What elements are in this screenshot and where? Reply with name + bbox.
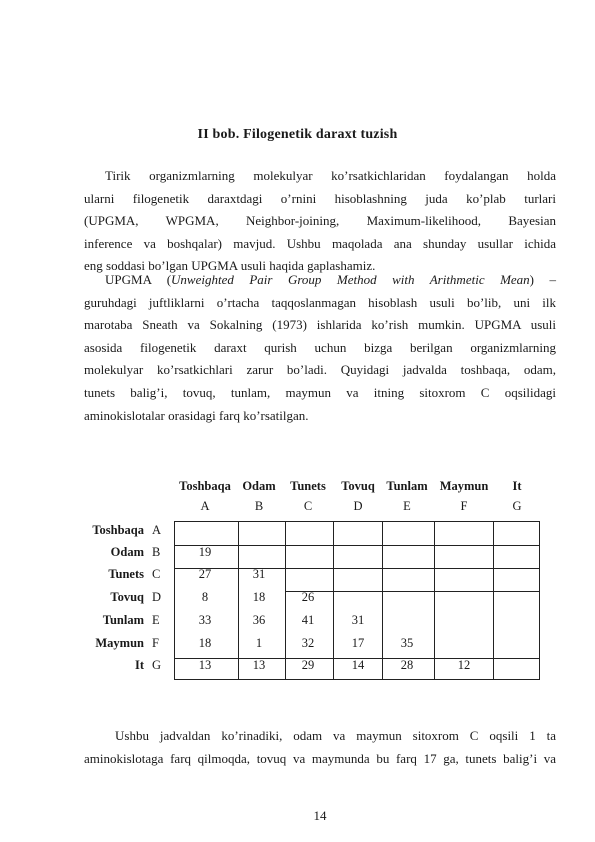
row-header-letter: A [152,523,162,537]
table-cell: 12 [457,658,471,672]
paragraph-2-line: guruhdagi juftliklarni o’rtacha taqqoslanmagan hisoblash usuli bo’lib, uni ilk [84,294,556,310]
column-header-name: Maymun [439,479,489,493]
column-header-letter: F [460,499,468,513]
row-header-letter: F [152,636,159,650]
row-header-name: Tunlam [102,613,144,627]
paragraph-1-line: eng soddasi bo’lgan UPGMA usuli haqida gaplashamiz. [84,258,376,274]
table-cell: 18 [198,636,212,650]
table-cell: 28 [400,658,414,672]
table-cell: 33 [198,613,212,627]
paragraph-2-line: aminokislotalar orasidagi farq ko’rsatilgan. [84,407,309,423]
paragraph-1-line: Tirik organizmlarning molekulyar ko’rsatkichlaridan foydalangan holda [105,168,556,183]
paragraph-2-start: UPGMA ( [105,272,172,287]
row-header-name: Maymun [95,636,144,650]
paragraph-1 [84,165,556,278]
table-cell: 36 [252,613,266,627]
paragraph-2 [84,269,556,427]
paragraph-3 [84,725,556,770]
column-header-name: Tunets [290,479,326,493]
page-number: 14 [313,808,327,823]
table-cell: 17 [351,636,365,650]
table-cell: 13 [252,658,266,672]
column-header-name: Tunlam [386,479,428,493]
row-header-name: Odam [110,545,144,559]
table-cell: 14 [351,658,365,672]
table-cell: 41 [301,613,315,627]
paragraph-1-line: (UPGMA, WPGMA, Neighbor-joining, Maximum-likelihood, Bayesian [84,213,556,229]
table-cell: 8 [201,590,209,604]
row-header-letter: B [152,545,161,559]
table-cell: 35 [400,636,414,650]
row-header-letter: D [152,590,162,604]
paragraph-1-line: ularni filogenetik daraxtdagi o’rnini hisoblashning juda ko’plab turlari [84,190,556,206]
table-cell: 19 [198,545,212,559]
paragraph-2-line: tunets balig’i, tovuq, tunlam, maymun va itning sitoxrom C oqsilidagi [84,384,556,400]
paragraph-2-start-end: ) – [529,272,556,287]
table-cell: 26 [301,590,315,604]
paragraph-3-line: aminokislotaga farq qilmoqda, tovuq va maymunda bu farq 17 ga, tunets balig’i va [84,750,556,766]
table-cell: 29 [301,658,315,672]
table-cell: 13 [198,658,212,672]
paragraph-2-line: molekulyar ko’rsatkichlari zarur bo’ladi. Quyidagi jadvalda toshbaqa, odam, [84,362,556,378]
table-cell: 27 [198,567,212,581]
row-header-letter: E [152,613,160,627]
column-header-name: Tovuq [341,479,375,493]
column-header-letter: E [403,499,411,513]
paragraph-2-line: asosida filogenetik daraxt qurish uchun bizga berilgan organizmlarning [84,339,556,355]
paragraph-3-line: Ushbu jadvaldan ko’rinadiki, odam va maymun sitoxrom C oqsili 1 ta [115,728,556,743]
row-header-name: Tunets [108,567,144,581]
row-header-name: It [134,658,144,672]
column-header-letter: B [254,499,264,513]
column-header-name: Toshbaqa [179,479,231,493]
upgma-full-name: Unweighted Pair Group Method with Arithmetic Mean [171,272,530,287]
column-header-name: Odam [242,479,276,493]
row-header-name: Toshbaqa [92,523,144,537]
column-header-letter: C [303,499,313,513]
table-cell: 1 [255,636,263,650]
paragraph-2-line: marotaba Sneath va Sokalning (1973) ishlarida ko’rish mumkin. UPGMA usuli [84,317,556,333]
row-header-letter: C [152,567,161,581]
column-header-letter: A [200,499,210,513]
table-cell: 31 [252,567,266,581]
section-heading: II bob. Filogenetik daraxt tuzish [197,127,398,142]
paragraph-1-line: inference va boshqalar) mavjud. Ushbu maqolada ana shunday usullar ichida [84,235,556,251]
row-header-letter: G [152,658,162,672]
table-cell: 31 [351,613,365,627]
column-header-letter: D [353,499,363,513]
table-cell: 32 [301,636,315,650]
row-header-name: Tovuq [110,590,144,604]
table-cell: 18 [252,590,266,604]
column-header-name: It [512,479,522,493]
column-header-letter: G [512,499,522,513]
